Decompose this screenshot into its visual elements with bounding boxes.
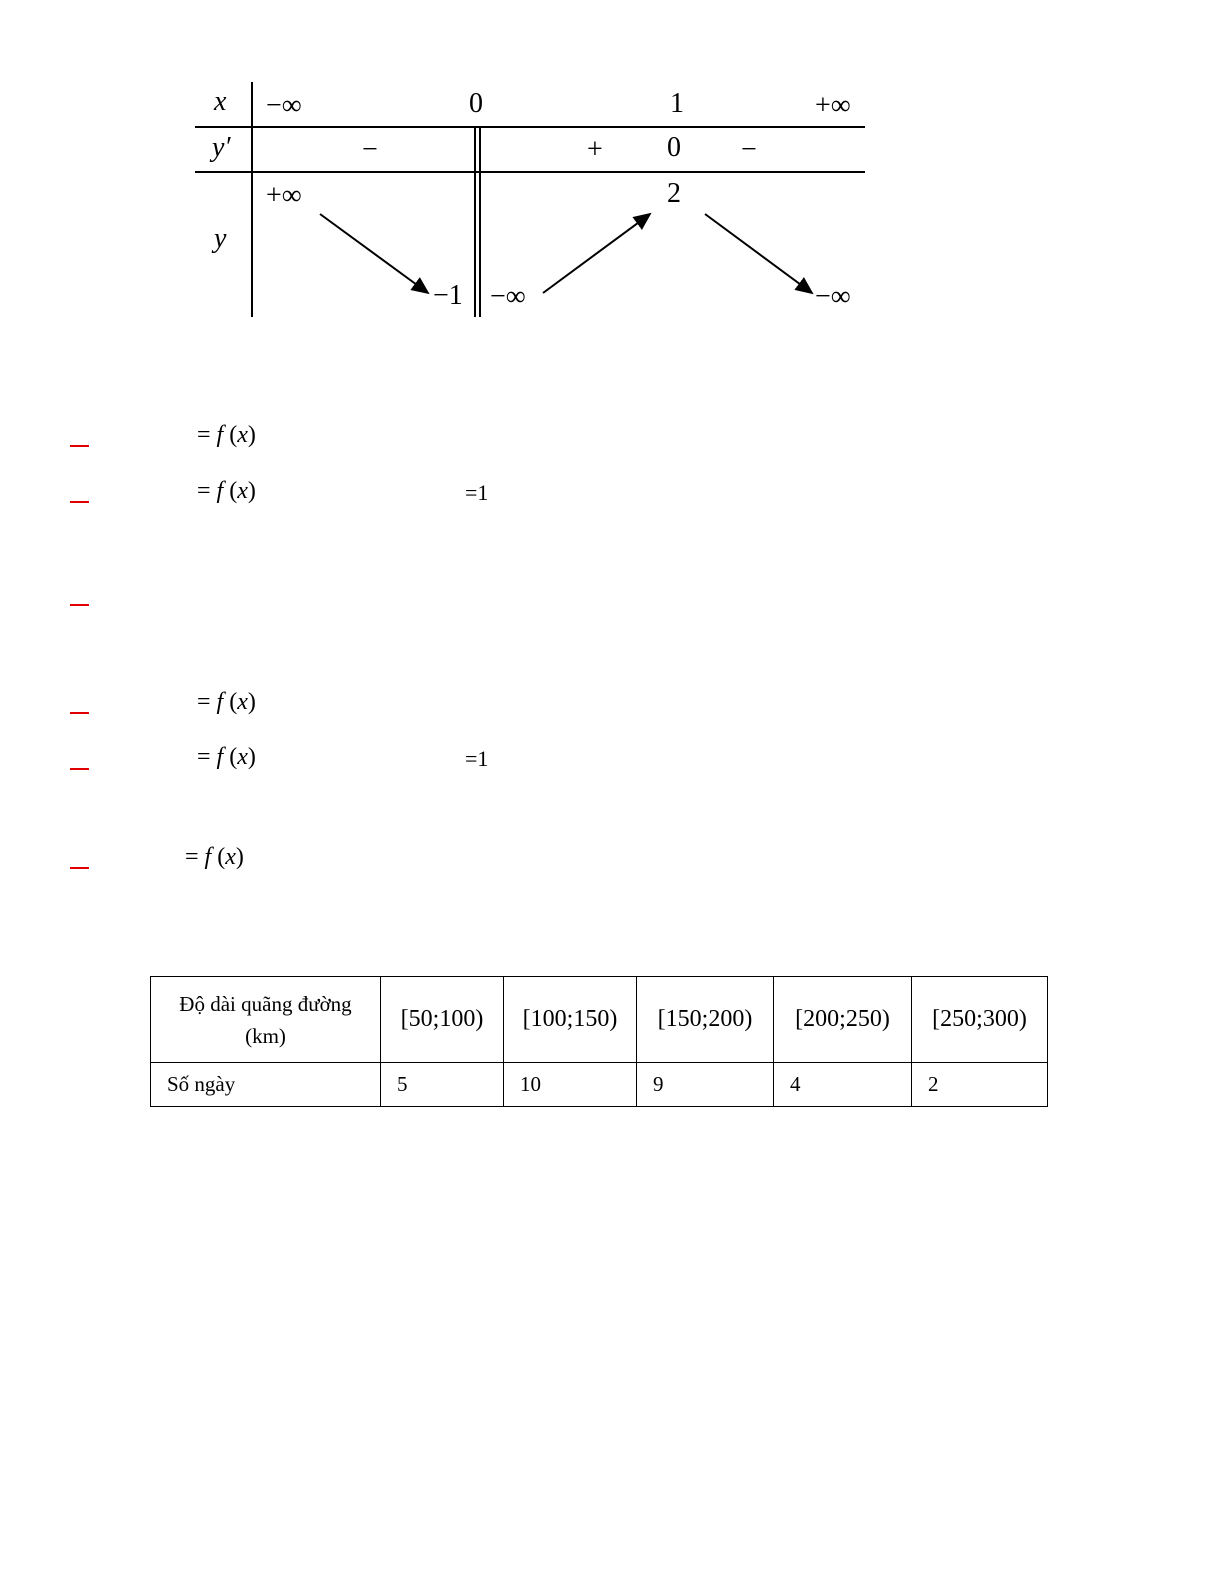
option-extra: =1 bbox=[465, 746, 489, 771]
row-label-y: y bbox=[214, 223, 227, 254]
option-marker bbox=[70, 501, 89, 503]
option-fx: = f (x) bbox=[197, 422, 256, 448]
table-header-row bbox=[151, 977, 1048, 1063]
table-row bbox=[151, 1063, 1048, 1107]
option-fx: = f (x) bbox=[185, 844, 244, 870]
interval-cell-3: [150;200) bbox=[637, 977, 774, 1063]
count-cell-4: 4 bbox=[774, 1063, 912, 1107]
option-fx: = f (x) bbox=[197, 744, 256, 770]
count-cell-5: 2 bbox=[912, 1063, 1048, 1107]
option-line-6 bbox=[0, 842, 1225, 882]
header-label-cell bbox=[151, 977, 381, 1063]
x-value-pos-inf: +∞ bbox=[815, 90, 851, 121]
y-value-pos-inf: +∞ bbox=[266, 180, 302, 211]
derivative-zero: 0 bbox=[667, 132, 681, 163]
option-marker bbox=[70, 604, 89, 606]
count-cell-3: 9 bbox=[637, 1063, 774, 1107]
option-line-4 bbox=[0, 687, 1225, 727]
option-line-5 bbox=[0, 742, 1225, 782]
y-value-neg-one: −1 bbox=[433, 280, 463, 311]
header-label-line1: Độ dài quãng đường bbox=[179, 991, 352, 1016]
option-line-3 bbox=[0, 580, 1225, 620]
interval-cell-4: [200;250) bbox=[774, 977, 912, 1063]
option-marker bbox=[70, 445, 89, 447]
derivative-sign-1: − bbox=[362, 134, 378, 165]
option-line-2 bbox=[0, 476, 1225, 516]
arrow-decreasing-2 bbox=[705, 214, 812, 293]
y-value-neg-inf-mid: −∞ bbox=[490, 281, 526, 312]
option-line-1 bbox=[0, 420, 1225, 460]
row-label-cell: Số ngày bbox=[151, 1063, 381, 1107]
row-label-y-prime: y′ bbox=[212, 132, 231, 163]
count-cell-2: 10 bbox=[504, 1063, 637, 1107]
option-fx: = f (x) bbox=[197, 478, 256, 504]
y-value-two: 2 bbox=[667, 178, 681, 209]
derivative-sign-2: + bbox=[587, 134, 603, 165]
option-fx: = f (x) bbox=[197, 689, 256, 715]
option-marker bbox=[70, 712, 89, 714]
interval-cell-1: [50;100) bbox=[381, 977, 504, 1063]
header-label-line2: (km) bbox=[245, 1023, 286, 1048]
y-value-neg-inf-right: −∞ bbox=[815, 281, 851, 312]
x-value-zero: 0 bbox=[469, 88, 483, 119]
count-cell-1: 5 bbox=[381, 1063, 504, 1107]
row-label-x: x bbox=[214, 86, 227, 117]
option-marker bbox=[70, 867, 89, 869]
interval-cell-2: [100;150) bbox=[504, 977, 637, 1063]
option-extra: =1 bbox=[465, 480, 489, 505]
derivative-sign-3: − bbox=[741, 134, 757, 165]
variation-arrows bbox=[0, 0, 1225, 400]
option-marker bbox=[70, 768, 89, 770]
x-value-neg-inf: −∞ bbox=[266, 90, 302, 121]
interval-cell-5: [250;300) bbox=[912, 977, 1048, 1063]
arrow-decreasing-1 bbox=[320, 214, 428, 293]
x-value-one: 1 bbox=[670, 88, 684, 119]
arrow-increasing bbox=[543, 214, 650, 293]
distance-frequency-table bbox=[150, 976, 1048, 1107]
